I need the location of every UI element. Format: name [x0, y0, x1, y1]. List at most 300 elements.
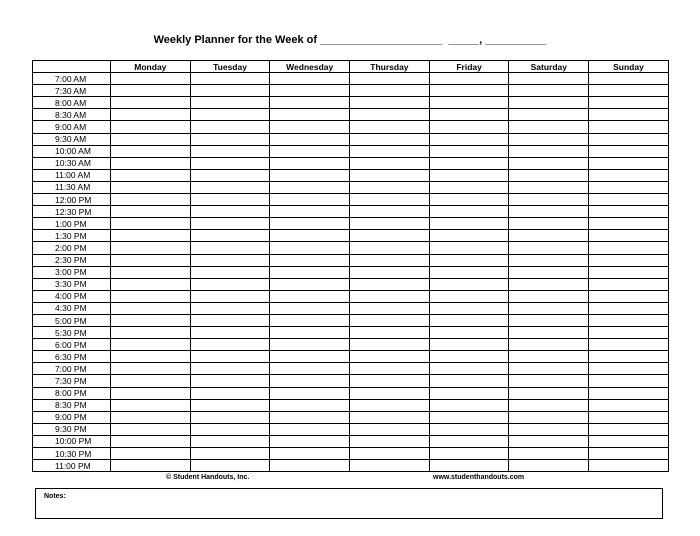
- schedule-cell-thursday[interactable]: [350, 97, 430, 109]
- time-slot-row: [33, 351, 669, 363]
- schedule-cell-sunday[interactable]: [589, 254, 669, 266]
- schedule-cell-friday[interactable]: [429, 460, 509, 472]
- schedule-cell-saturday[interactable]: [509, 363, 589, 375]
- schedule-cell-tuesday[interactable]: [190, 133, 270, 145]
- schedule-cell-friday[interactable]: [429, 290, 509, 302]
- schedule-cell-tuesday[interactable]: [190, 435, 270, 447]
- time-slot-row: [33, 327, 669, 339]
- schedule-cell-tuesday[interactable]: [190, 145, 270, 157]
- schedule-cell-saturday[interactable]: [509, 181, 589, 193]
- schedule-cell-sunday[interactable]: [589, 218, 669, 230]
- schedule-cell-sunday[interactable]: [589, 387, 669, 399]
- schedule-cell-friday[interactable]: [429, 242, 509, 254]
- schedule-cell-sunday[interactable]: [589, 327, 669, 339]
- schedule-cell-tuesday[interactable]: [190, 85, 270, 97]
- schedule-cell-saturday[interactable]: [509, 327, 589, 339]
- time-label: 7:30 AM: [33, 85, 111, 97]
- schedule-cell-tuesday[interactable]: [190, 218, 270, 230]
- schedule-cell-friday[interactable]: [429, 423, 509, 435]
- schedule-cell-saturday[interactable]: [509, 85, 589, 97]
- schedule-cell-sunday[interactable]: [589, 399, 669, 411]
- schedule-cell-saturday[interactable]: [509, 314, 589, 326]
- time-slot-row: [33, 375, 669, 387]
- time-slot-row: [33, 181, 669, 193]
- schedule-cell-sunday[interactable]: [589, 351, 669, 363]
- schedule-cell-thursday[interactable]: [350, 181, 430, 193]
- schedule-cell-sunday[interactable]: [589, 181, 669, 193]
- schedule-cell-tuesday[interactable]: [190, 157, 270, 169]
- schedule-cell-monday[interactable]: [111, 411, 191, 423]
- time-label: 3:30 PM: [33, 278, 111, 290]
- time-slot-row: [33, 133, 669, 145]
- schedule-cell-tuesday[interactable]: [190, 109, 270, 121]
- schedule-cell-friday[interactable]: [429, 448, 509, 460]
- time-slot-row: [33, 254, 669, 266]
- schedule-cell-monday[interactable]: [111, 157, 191, 169]
- time-label: 11:30 AM: [33, 181, 111, 193]
- schedule-cell-wednesday[interactable]: [270, 157, 350, 169]
- schedule-cell-tuesday[interactable]: [190, 121, 270, 133]
- time-slot-row: [33, 206, 669, 218]
- schedule-cell-monday[interactable]: [111, 73, 191, 85]
- schedule-cell-saturday[interactable]: [509, 230, 589, 242]
- header-row: [33, 61, 669, 73]
- schedule-cell-monday[interactable]: [111, 399, 191, 411]
- time-slot-row: [33, 411, 669, 423]
- schedule-cell-tuesday[interactable]: [190, 460, 270, 472]
- schedule-cell-tuesday[interactable]: [190, 387, 270, 399]
- planner-body: [33, 73, 669, 472]
- day-header-tuesday: Tuesday: [190, 61, 270, 73]
- schedule-cell-monday[interactable]: [111, 206, 191, 218]
- time-label: 11:00 AM: [33, 169, 111, 181]
- schedule-cell-thursday[interactable]: [350, 266, 430, 278]
- time-label: 8:30 AM: [33, 109, 111, 121]
- time-slot-row: [33, 460, 669, 472]
- schedule-cell-monday[interactable]: [111, 85, 191, 97]
- schedule-cell-saturday[interactable]: [509, 169, 589, 181]
- schedule-cell-sunday[interactable]: [589, 363, 669, 375]
- time-label: 9:30 AM: [33, 133, 111, 145]
- schedule-cell-saturday[interactable]: [509, 145, 589, 157]
- schedule-cell-tuesday[interactable]: [190, 375, 270, 387]
- time-label: 7:00 AM: [33, 73, 111, 85]
- schedule-cell-monday[interactable]: [111, 121, 191, 133]
- schedule-cell-tuesday[interactable]: [190, 73, 270, 85]
- schedule-cell-monday[interactable]: [111, 242, 191, 254]
- schedule-cell-monday[interactable]: [111, 278, 191, 290]
- time-label: 9:30 PM: [33, 423, 111, 435]
- schedule-cell-tuesday[interactable]: [190, 278, 270, 290]
- schedule-cell-saturday[interactable]: [509, 351, 589, 363]
- schedule-cell-saturday[interactable]: [509, 290, 589, 302]
- schedule-cell-sunday[interactable]: [589, 278, 669, 290]
- schedule-cell-sunday[interactable]: [589, 423, 669, 435]
- schedule-cell-thursday[interactable]: [350, 387, 430, 399]
- schedule-cell-friday[interactable]: [429, 145, 509, 157]
- time-slot-row: [33, 278, 669, 290]
- schedule-cell-tuesday[interactable]: [190, 314, 270, 326]
- schedule-cell-wednesday[interactable]: [270, 387, 350, 399]
- schedule-cell-friday[interactable]: [429, 157, 509, 169]
- schedule-cell-friday[interactable]: [429, 230, 509, 242]
- schedule-cell-wednesday[interactable]: [270, 181, 350, 193]
- time-slot-row: [33, 218, 669, 230]
- schedule-cell-wednesday[interactable]: [270, 363, 350, 375]
- website-link[interactable]: www.studenthandouts.com: [433, 474, 525, 481]
- schedule-cell-thursday[interactable]: [350, 242, 430, 254]
- day-header-thursday: Thursday: [350, 61, 430, 73]
- schedule-cell-monday[interactable]: [111, 290, 191, 302]
- schedule-cell-sunday[interactable]: [589, 206, 669, 218]
- schedule-cell-wednesday[interactable]: [270, 242, 350, 254]
- schedule-cell-sunday[interactable]: [589, 460, 669, 472]
- schedule-cell-sunday[interactable]: [589, 302, 669, 314]
- schedule-cell-friday[interactable]: [429, 339, 509, 351]
- schedule-cell-saturday[interactable]: [509, 435, 589, 447]
- time-label: 4:00 PM: [33, 290, 111, 302]
- schedule-cell-tuesday[interactable]: [190, 351, 270, 363]
- schedule-cell-friday[interactable]: [429, 327, 509, 339]
- time-label: 6:00 PM: [33, 339, 111, 351]
- notes-label: Notes:: [44, 493, 66, 500]
- time-label: 12:00 PM: [33, 194, 111, 206]
- schedule-cell-sunday[interactable]: [589, 314, 669, 326]
- schedule-cell-thursday[interactable]: [350, 314, 430, 326]
- schedule-cell-friday[interactable]: [429, 363, 509, 375]
- time-label: 10:30 PM: [33, 448, 111, 460]
- schedule-cell-tuesday[interactable]: [190, 242, 270, 254]
- schedule-cell-wednesday[interactable]: [270, 169, 350, 181]
- schedule-cell-friday[interactable]: [429, 278, 509, 290]
- schedule-cell-friday[interactable]: [429, 399, 509, 411]
- time-label: 6:30 PM: [33, 351, 111, 363]
- schedule-cell-monday[interactable]: [111, 145, 191, 157]
- time-slot-row: [33, 399, 669, 411]
- schedule-cell-monday[interactable]: [111, 218, 191, 230]
- schedule-cell-saturday[interactable]: [509, 375, 589, 387]
- schedule-cell-friday[interactable]: [429, 206, 509, 218]
- schedule-cell-tuesday[interactable]: [190, 448, 270, 460]
- schedule-cell-monday[interactable]: [111, 460, 191, 472]
- schedule-cell-sunday[interactable]: [589, 339, 669, 351]
- schedule-cell-thursday[interactable]: [350, 218, 430, 230]
- schedule-cell-thursday[interactable]: [350, 254, 430, 266]
- schedule-cell-saturday[interactable]: [509, 157, 589, 169]
- schedule-cell-tuesday[interactable]: [190, 399, 270, 411]
- schedule-cell-friday[interactable]: [429, 302, 509, 314]
- schedule-cell-tuesday[interactable]: [190, 181, 270, 193]
- schedule-cell-friday[interactable]: [429, 133, 509, 145]
- schedule-cell-sunday[interactable]: [589, 169, 669, 181]
- schedule-cell-monday[interactable]: [111, 194, 191, 206]
- schedule-cell-sunday[interactable]: [589, 266, 669, 278]
- notes-box[interactable]: [35, 488, 663, 519]
- time-label: 5:00 PM: [33, 314, 111, 326]
- schedule-cell-thursday[interactable]: [350, 290, 430, 302]
- schedule-cell-wednesday[interactable]: [270, 423, 350, 435]
- schedule-cell-wednesday[interactable]: [270, 399, 350, 411]
- schedule-cell-wednesday[interactable]: [270, 230, 350, 242]
- schedule-cell-wednesday[interactable]: [270, 218, 350, 230]
- schedule-cell-sunday[interactable]: [589, 290, 669, 302]
- schedule-cell-monday[interactable]: [111, 375, 191, 387]
- schedule-cell-thursday[interactable]: [350, 375, 430, 387]
- schedule-cell-saturday[interactable]: [509, 254, 589, 266]
- schedule-cell-tuesday[interactable]: [190, 97, 270, 109]
- schedule-cell-sunday[interactable]: [589, 375, 669, 387]
- schedule-cell-saturday[interactable]: [509, 411, 589, 423]
- schedule-cell-thursday[interactable]: [350, 206, 430, 218]
- time-slot-row: [33, 85, 669, 97]
- schedule-cell-tuesday[interactable]: [190, 423, 270, 435]
- day-header-friday: Friday: [429, 61, 509, 73]
- schedule-cell-friday[interactable]: [429, 387, 509, 399]
- schedule-cell-monday[interactable]: [111, 169, 191, 181]
- schedule-cell-wednesday[interactable]: [270, 194, 350, 206]
- schedule-cell-monday[interactable]: [111, 351, 191, 363]
- schedule-cell-friday[interactable]: [429, 435, 509, 447]
- schedule-cell-thursday[interactable]: [350, 278, 430, 290]
- copyright-text: © Student Handouts, Inc.: [166, 474, 250, 481]
- schedule-cell-wednesday[interactable]: [270, 339, 350, 351]
- schedule-cell-tuesday[interactable]: [190, 411, 270, 423]
- schedule-cell-saturday[interactable]: [509, 266, 589, 278]
- schedule-cell-sunday[interactable]: [589, 85, 669, 97]
- time-slot-row: [33, 157, 669, 169]
- schedule-cell-monday[interactable]: [111, 435, 191, 447]
- schedule-cell-monday[interactable]: [111, 254, 191, 266]
- schedule-cell-wednesday[interactable]: [270, 278, 350, 290]
- schedule-cell-wednesday[interactable]: [270, 411, 350, 423]
- schedule-cell-friday[interactable]: [429, 314, 509, 326]
- schedule-cell-friday[interactable]: [429, 266, 509, 278]
- schedule-cell-tuesday[interactable]: [190, 290, 270, 302]
- schedule-cell-tuesday[interactable]: [190, 266, 270, 278]
- time-slot-row: [33, 448, 669, 460]
- schedule-cell-friday[interactable]: [429, 169, 509, 181]
- schedule-cell-monday[interactable]: [111, 230, 191, 242]
- time-slot-row: [33, 266, 669, 278]
- schedule-cell-wednesday[interactable]: [270, 97, 350, 109]
- day-header-monday: Monday: [111, 61, 191, 73]
- schedule-cell-tuesday[interactable]: [190, 302, 270, 314]
- time-label: 1:00 PM: [33, 218, 111, 230]
- schedule-cell-thursday[interactable]: [350, 73, 430, 85]
- schedule-cell-tuesday[interactable]: [190, 339, 270, 351]
- time-label: 9:00 PM: [33, 411, 111, 423]
- schedule-cell-sunday[interactable]: [589, 411, 669, 423]
- schedule-cell-thursday[interactable]: [350, 411, 430, 423]
- schedule-cell-saturday[interactable]: [509, 448, 589, 460]
- schedule-cell-wednesday[interactable]: [270, 435, 350, 447]
- schedule-cell-saturday[interactable]: [509, 109, 589, 121]
- schedule-cell-wednesday[interactable]: [270, 351, 350, 363]
- schedule-cell-thursday[interactable]: [350, 435, 430, 447]
- weekly-planner-table: [32, 60, 669, 472]
- schedule-cell-sunday[interactable]: [589, 194, 669, 206]
- schedule-cell-wednesday[interactable]: [270, 109, 350, 121]
- time-label: 10:30 AM: [33, 157, 111, 169]
- schedule-cell-monday[interactable]: [111, 327, 191, 339]
- time-slot-row: [33, 121, 669, 133]
- schedule-cell-sunday[interactable]: [589, 145, 669, 157]
- schedule-cell-wednesday[interactable]: [270, 85, 350, 97]
- schedule-cell-friday[interactable]: [429, 181, 509, 193]
- schedule-cell-friday[interactable]: [429, 218, 509, 230]
- schedule-cell-wednesday[interactable]: [270, 145, 350, 157]
- time-label: 2:00 PM: [33, 242, 111, 254]
- time-slot-row: [33, 387, 669, 399]
- schedule-cell-wednesday[interactable]: [270, 266, 350, 278]
- schedule-cell-thursday[interactable]: [350, 423, 430, 435]
- schedule-cell-friday[interactable]: [429, 73, 509, 85]
- time-slot-row: [33, 302, 669, 314]
- schedule-cell-wednesday[interactable]: [270, 254, 350, 266]
- schedule-cell-thursday[interactable]: [350, 194, 430, 206]
- schedule-cell-thursday[interactable]: [350, 460, 430, 472]
- time-slot-row: [33, 435, 669, 447]
- schedule-cell-thursday[interactable]: [350, 145, 430, 157]
- schedule-cell-sunday[interactable]: [589, 448, 669, 460]
- time-label: 3:00 PM: [33, 266, 111, 278]
- schedule-cell-thursday[interactable]: [350, 327, 430, 339]
- schedule-cell-monday[interactable]: [111, 314, 191, 326]
- schedule-cell-thursday[interactable]: [350, 230, 430, 242]
- schedule-cell-thursday[interactable]: [350, 339, 430, 351]
- schedule-cell-sunday[interactable]: [589, 133, 669, 145]
- schedule-cell-saturday[interactable]: [509, 97, 589, 109]
- time-label: 8:30 PM: [33, 399, 111, 411]
- time-column-header: [33, 61, 111, 73]
- schedule-cell-wednesday[interactable]: [270, 121, 350, 133]
- schedule-cell-wednesday[interactable]: [270, 460, 350, 472]
- schedule-cell-tuesday[interactable]: [190, 206, 270, 218]
- time-slot-row: [33, 290, 669, 302]
- time-slot-row: [33, 194, 669, 206]
- schedule-cell-wednesday[interactable]: [270, 327, 350, 339]
- schedule-cell-thursday[interactable]: [350, 85, 430, 97]
- schedule-cell-saturday[interactable]: [509, 73, 589, 85]
- schedule-cell-saturday[interactable]: [509, 194, 589, 206]
- schedule-cell-monday[interactable]: [111, 133, 191, 145]
- time-slot-row: [33, 314, 669, 326]
- schedule-cell-tuesday[interactable]: [190, 254, 270, 266]
- schedule-cell-wednesday[interactable]: [270, 448, 350, 460]
- schedule-cell-wednesday[interactable]: [270, 375, 350, 387]
- schedule-cell-saturday[interactable]: [509, 460, 589, 472]
- schedule-cell-friday[interactable]: [429, 97, 509, 109]
- schedule-cell-thursday[interactable]: [350, 121, 430, 133]
- schedule-cell-tuesday[interactable]: [190, 194, 270, 206]
- time-label: 11:00 PM: [33, 460, 111, 472]
- schedule-cell-saturday[interactable]: [509, 302, 589, 314]
- schedule-cell-friday[interactable]: [429, 121, 509, 133]
- time-slot-row: [33, 109, 669, 121]
- schedule-cell-sunday[interactable]: [589, 230, 669, 242]
- schedule-cell-thursday[interactable]: [350, 363, 430, 375]
- schedule-cell-thursday[interactable]: [350, 169, 430, 181]
- page-title: Weekly Planner for the Week of ____________________ _____, __________: [153, 34, 547, 46]
- schedule-cell-saturday[interactable]: [509, 399, 589, 411]
- time-label: 5:30 PM: [33, 327, 111, 339]
- time-label: 12:30 PM: [33, 206, 111, 218]
- schedule-cell-monday[interactable]: [111, 387, 191, 399]
- schedule-cell-saturday[interactable]: [509, 423, 589, 435]
- time-label: 10:00 PM: [33, 435, 111, 447]
- schedule-cell-friday[interactable]: [429, 375, 509, 387]
- schedule-cell-wednesday[interactable]: [270, 206, 350, 218]
- schedule-cell-friday[interactable]: [429, 85, 509, 97]
- schedule-cell-saturday[interactable]: [509, 133, 589, 145]
- schedule-cell-wednesday[interactable]: [270, 314, 350, 326]
- schedule-cell-tuesday[interactable]: [190, 169, 270, 181]
- time-slot-row: [33, 242, 669, 254]
- time-slot-row: [33, 363, 669, 375]
- schedule-cell-monday[interactable]: [111, 448, 191, 460]
- schedule-cell-sunday[interactable]: [589, 157, 669, 169]
- schedule-cell-thursday[interactable]: [350, 399, 430, 411]
- schedule-cell-monday[interactable]: [111, 109, 191, 121]
- schedule-cell-friday[interactable]: [429, 351, 509, 363]
- time-label: 4:30 PM: [33, 302, 111, 314]
- schedule-cell-thursday[interactable]: [350, 157, 430, 169]
- schedule-cell-sunday[interactable]: [589, 109, 669, 121]
- schedule-cell-monday[interactable]: [111, 423, 191, 435]
- schedule-cell-friday[interactable]: [429, 109, 509, 121]
- time-slot-row: [33, 230, 669, 242]
- schedule-cell-monday[interactable]: [111, 97, 191, 109]
- schedule-cell-saturday[interactable]: [509, 339, 589, 351]
- schedule-cell-tuesday[interactable]: [190, 363, 270, 375]
- schedule-cell-monday[interactable]: [111, 266, 191, 278]
- time-slot-row: [33, 145, 669, 157]
- schedule-cell-friday[interactable]: [429, 411, 509, 423]
- schedule-cell-saturday[interactable]: [509, 121, 589, 133]
- schedule-cell-thursday[interactable]: [350, 351, 430, 363]
- schedule-cell-wednesday[interactable]: [270, 73, 350, 85]
- schedule-cell-sunday[interactable]: [589, 121, 669, 133]
- schedule-cell-monday[interactable]: [111, 181, 191, 193]
- schedule-cell-thursday[interactable]: [350, 133, 430, 145]
- schedule-cell-saturday[interactable]: [509, 218, 589, 230]
- schedule-cell-monday[interactable]: [111, 339, 191, 351]
- schedule-cell-thursday[interactable]: [350, 448, 430, 460]
- schedule-cell-thursday[interactable]: [350, 109, 430, 121]
- schedule-cell-saturday[interactable]: [509, 278, 589, 290]
- schedule-cell-wednesday[interactable]: [270, 302, 350, 314]
- schedule-cell-saturday[interactable]: [509, 387, 589, 399]
- schedule-cell-saturday[interactable]: [509, 242, 589, 254]
- schedule-cell-wednesday[interactable]: [270, 290, 350, 302]
- schedule-cell-sunday[interactable]: [589, 242, 669, 254]
- schedule-cell-thursday[interactable]: [350, 302, 430, 314]
- time-slot-row: [33, 339, 669, 351]
- schedule-cell-friday[interactable]: [429, 254, 509, 266]
- schedule-cell-sunday[interactable]: [589, 73, 669, 85]
- schedule-cell-wednesday[interactable]: [270, 133, 350, 145]
- time-label: 1:30 PM: [33, 230, 111, 242]
- time-label: 7:00 PM: [33, 363, 111, 375]
- schedule-cell-saturday[interactable]: [509, 206, 589, 218]
- schedule-cell-monday[interactable]: [111, 363, 191, 375]
- schedule-cell-tuesday[interactable]: [190, 327, 270, 339]
- schedule-cell-tuesday[interactable]: [190, 230, 270, 242]
- schedule-cell-sunday[interactable]: [589, 435, 669, 447]
- schedule-cell-sunday[interactable]: [589, 97, 669, 109]
- schedule-cell-monday[interactable]: [111, 302, 191, 314]
- schedule-cell-friday[interactable]: [429, 194, 509, 206]
